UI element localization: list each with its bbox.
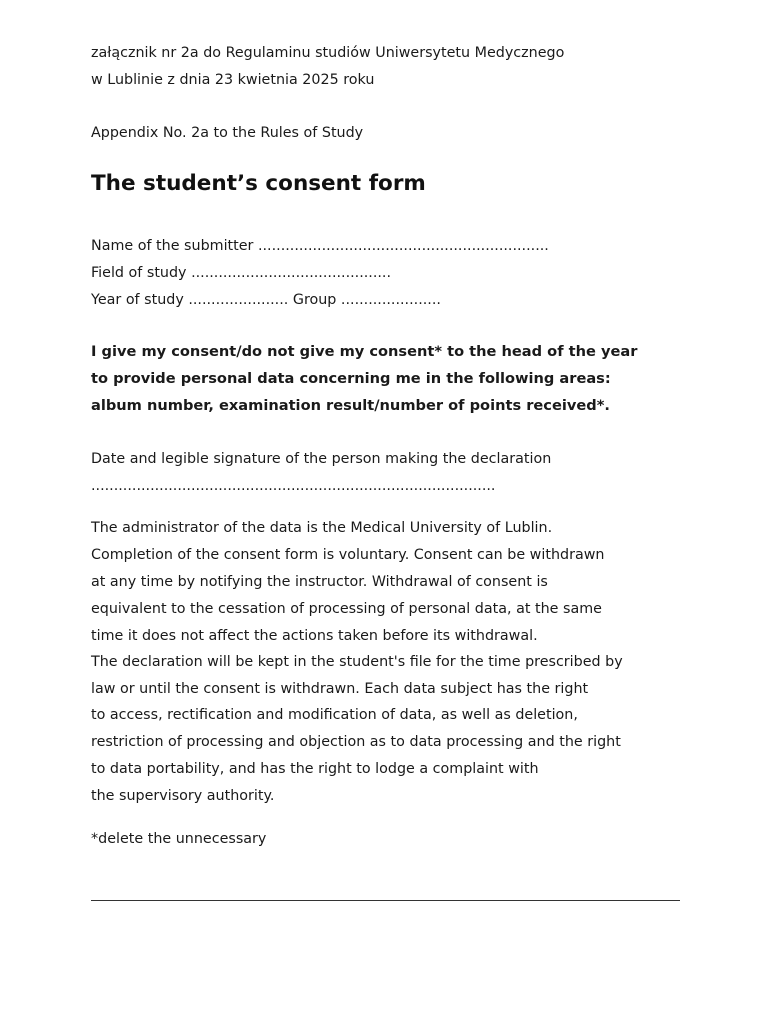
consent-line-2: to provide personal data concerning me in the following areas:	[91, 370, 611, 387]
polish-header-line-2: w Lublinie z dnia 23 kwietnia 2025 roku	[91, 72, 375, 88]
info-line: the supervisory authority.	[91, 788, 275, 804]
submitter-field: Name of the submitter ................................................................	[91, 238, 549, 254]
info-line: Completion of the consent form is voluntary. Consent can be withdrawn	[91, 547, 605, 563]
info-line: to data portability, and has the right to lodge a complaint with	[91, 761, 539, 777]
consent-line-3: album number, examination result/number of points received*.	[91, 397, 610, 414]
info-line: law or until the consent is withdrawn. Each data subject has the right	[91, 681, 589, 697]
info-line: at any time by notifying the instructor. Withdrawal of consent is	[91, 574, 548, 590]
appendix-line: Appendix No. 2a to the Rules of Study	[91, 125, 364, 141]
info-line: equivalent to the cessation of processing of personal data, at the same	[91, 601, 602, 617]
consent-line-1: I give my consent/do not give my consent* to the head of the year	[91, 343, 638, 360]
info-line: The declaration will be kept in the student's file for the time prescribed by	[91, 654, 623, 670]
signature-dots: .........................................................................................	[91, 478, 496, 494]
signature-label: Date and legible signature of the person making the declaration	[91, 451, 552, 467]
page-title: The student’s consent form	[91, 171, 426, 196]
polish-header-line-1: załącznik nr 2a do Regulaminu studiów Uniwersytetu Medycznego	[91, 45, 565, 61]
info-line: time it does not affect the actions taken before its withdrawal.	[91, 628, 538, 644]
info-line: restriction of processing and objection as to data processing and the right	[91, 734, 621, 750]
footnote: *delete the unnecessary	[91, 831, 267, 847]
year-group-field: Year of study ...................... Group ......................	[91, 292, 441, 308]
info-line: to access, rectification and modification of data, as well as deletion,	[91, 707, 578, 723]
footer-divider	[91, 900, 680, 901]
info-line: The administrator of the data is the Medical University of Lublin.	[91, 520, 553, 536]
field-of-study-field: Field of study ............................................	[91, 265, 392, 281]
